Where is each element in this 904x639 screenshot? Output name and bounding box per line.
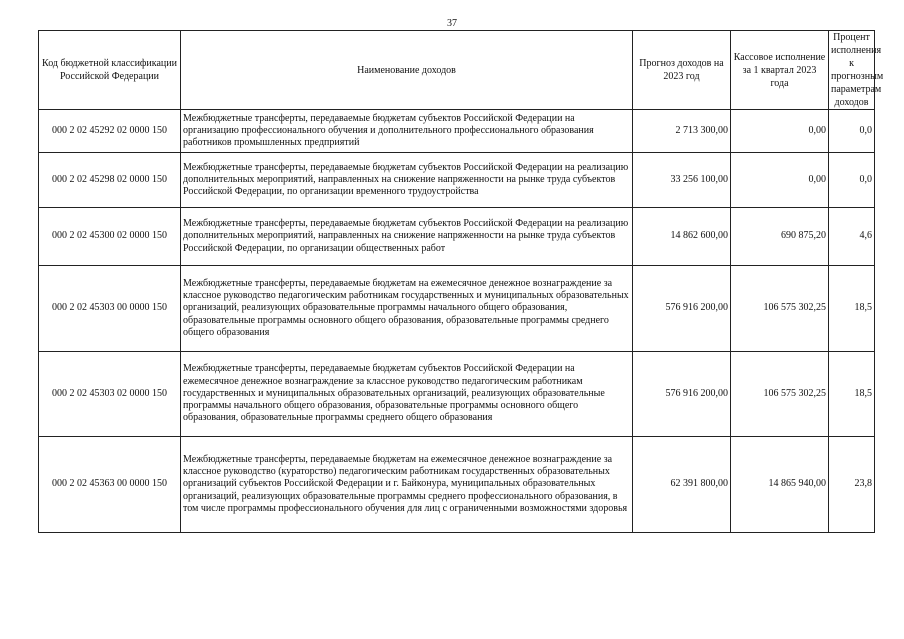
header-forecast: Прогноз доходов на 2023 год [633,31,731,110]
row-name: Межбюджетные трансферты, передаваемые бюджетам субъектов Российской Федерации на организацию профессионального обучения и дополнительного профессионального образования работников промышленных предприятий [181,110,633,153]
table-row [39,153,875,208]
row-forecast: 33 256 100,00 [633,153,731,208]
header-code: Код бюджетной классификации Российской Федерации [39,31,181,110]
row-code: 000 2 02 45303 02 0000 150 [39,352,181,437]
row-cash: 0,00 [731,110,829,153]
row-percent: 4,6 [829,208,875,266]
row-cash: 106 575 302,25 [731,266,829,352]
page-number: 37 [447,18,457,29]
row-code: 000 2 02 45303 00 0000 150 [39,266,181,352]
row-code: 000 2 02 45298 02 0000 150 [39,153,181,208]
header-cash: Кассовое исполнение за 1 квартал 2023 года [731,31,829,110]
row-cash: 690 875,20 [731,208,829,266]
table-row [39,266,875,352]
row-name: Межбюджетные трансферты, передаваемые бюджетам субъектов Российской Федерации на реализацию дополнительных мероприятий, направленных на снижение напряженности на рынке труда субъектов Российской Федерации, по организации временного трудоустройства [181,153,633,208]
row-forecast: 62 391 800,00 [633,437,731,533]
row-forecast: 14 862 600,00 [633,208,731,266]
row-percent: 0,0 [829,110,875,153]
row-forecast: 576 916 200,00 [633,352,731,437]
row-name: Межбюджетные трансферты, передаваемые бюджетам субъектов Российской Федерации на реализацию дополнительных мероприятий, направленных на снижение напряженности на рынке труда субъектов Российской Федерации, по организации общественных работ [181,208,633,266]
row-code: 000 2 02 45363 00 0000 150 [39,437,181,533]
table-row [39,352,875,437]
table-header-row [39,31,875,110]
header-percent: Процент исполнения к прогнозным параметрам доходов [829,31,875,110]
row-percent: 0,0 [829,153,875,208]
table-row [39,208,875,266]
row-percent: 18,5 [829,352,875,437]
row-forecast: 2 713 300,00 [633,110,731,153]
row-cash: 0,00 [731,153,829,208]
income-table [38,30,884,533]
row-name: Межбюджетные трансферты, передаваемые бюджетам на ежемесячное денежное вознаграждение за классное руководство (кураторство) педагогическим работникам государственных образовательных организаций субъектов Российской Федерации и г. Байконура, муниципальных образовательных организаций, реализующих образовательные программы среднего профессионального образования, в том числе программы профессионального обучения для лиц с ограниченными возможностями здоровья [181,437,633,533]
row-percent: 23,8 [829,437,875,533]
row-cash: 106 575 302,25 [731,352,829,437]
table-row [39,110,875,153]
row-cash: 14 865 940,00 [731,437,829,533]
row-code: 000 2 02 45292 02 0000 150 [39,110,181,153]
row-forecast: 576 916 200,00 [633,266,731,352]
table-row [39,437,875,533]
row-code: 000 2 02 45300 02 0000 150 [39,208,181,266]
row-percent: 18,5 [829,266,875,352]
row-name: Межбюджетные трансферты, передаваемые бюджетам на ежемесячное денежное вознаграждение за классное руководство педагогическим работникам государственных и муниципальных образовательных организаций, реализующих образовательные программы начального общего образования, образовательные программы основного общего образования, образовательные программы среднего общего образования [181,266,633,352]
header-name: Наименование доходов [181,31,633,110]
row-name: Межбюджетные трансферты, передаваемые бюджетам субъектов Российской Федерации на ежемесячное денежное вознаграждение за классное руководство педагогическим работникам государственных и муниципальных образовательных организаций, реализующих образовательные программы начального общего образования, образовательные программы основного общего образования, образовательные программы среднего общего образования [181,352,633,437]
